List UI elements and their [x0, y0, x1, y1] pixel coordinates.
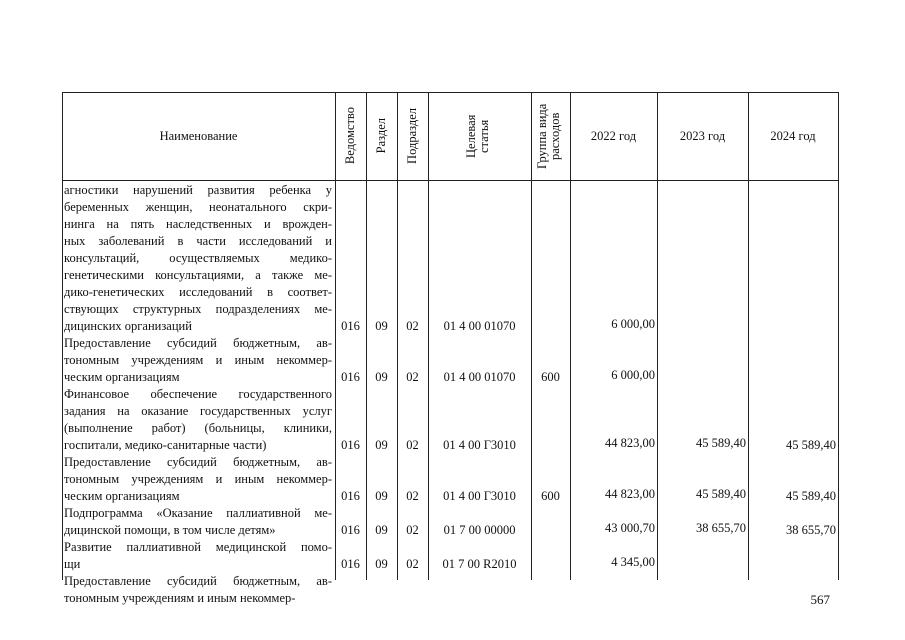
header-vedomstvo-text: Ведомство: [343, 107, 357, 165]
row-name-line: Финансовое обеспечение государственного: [64, 387, 332, 401]
cell-v2023: 45 589,40: [696, 436, 746, 450]
row-name-line: тономным учреждениям и иным некоммер-: [64, 472, 332, 486]
cell-razd: 09: [375, 438, 388, 452]
cell-vr: 600: [541, 489, 560, 503]
cell-vr: [531, 556, 570, 573]
cell-cs: 01 4 00 01070: [443, 370, 516, 384]
cell-cs: 01 4 00 Г3010: [443, 489, 516, 503]
header-2023: [657, 92, 748, 180]
cell-v2022: 4 345,00: [611, 555, 655, 569]
header-name-text: Наименование: [159, 128, 238, 143]
row-name-line: ческим организациям: [64, 370, 180, 384]
cell-v2022: 6 000,00: [611, 317, 655, 331]
cell-vr: 600: [541, 370, 560, 384]
row-name-line: дицинской помощи, в том числе детям»: [64, 523, 276, 537]
row-name-line: дико-генетических исследований в соответ-: [64, 285, 332, 299]
row-name-line: задания на оказание государственных услуг: [64, 404, 332, 418]
cell-podr: 02: [406, 523, 419, 537]
header-2024-text: 2024 год: [770, 128, 816, 143]
cell-cs: 01 4 00 Г3010: [443, 438, 516, 452]
cell-v2024: 45 589,40: [786, 489, 836, 503]
row-name-line: генетическими консультациями, а также ме-: [64, 268, 332, 282]
header-razdel-text: Раздел: [374, 118, 388, 154]
header-podrazdel: [397, 92, 428, 180]
cell-vr: [531, 437, 570, 454]
header-podrazdel-text: Подраздел: [405, 108, 419, 164]
row-name-line: ческим организациям: [64, 489, 180, 503]
cell-v2023: 45 589,40: [696, 487, 746, 501]
row-name-line: беременных женщин, неонатального скри-: [64, 200, 332, 214]
cell-v2024: [748, 367, 836, 384]
row-name-line: ствующих структурных подразделениях ме-: [64, 302, 332, 316]
row-name-line: тономным учреждениям и иным некоммер-: [64, 591, 296, 605]
cell-podr: 02: [406, 489, 419, 503]
cell-podr: 02: [406, 557, 419, 571]
header-2022-text: 2022 год: [590, 128, 637, 143]
row-name-line: госпитали, медико-санитарные части): [64, 438, 267, 452]
row-name-line: Развитие паллиативной медицинской помо-: [64, 540, 332, 554]
cell-v2023: 38 655,70: [696, 521, 746, 535]
cell-ved: 016: [341, 438, 360, 452]
row-name-line: Предоставление субсидий бюджетным, ав-: [64, 336, 332, 350]
header-vedomstvo: [335, 92, 366, 180]
row-name-line: Предоставление субсидий бюджетным, ав-: [64, 455, 332, 469]
header-name: [62, 92, 335, 180]
header-celevaya-statya-text: Целевая статья: [463, 114, 491, 158]
cell-razd: 09: [375, 370, 388, 384]
row-name-line: тономным учреждениям и иным некоммер-: [64, 353, 332, 367]
row-name-line: дицинских организаций: [64, 319, 192, 333]
cell-podr: 02: [406, 319, 419, 333]
page-number: 567: [810, 592, 830, 607]
cell-ved: 016: [341, 523, 360, 537]
cell-cs: 01 4 00 01070: [443, 319, 516, 333]
header-2023-text: 2023 год: [679, 128, 726, 143]
cell-v2024: [748, 554, 836, 571]
cell-v2024: 38 655,70: [786, 523, 836, 537]
cell-v2023: [657, 316, 746, 333]
cell-v2024: [748, 316, 836, 333]
cell-cs: 01 7 00 R2010: [442, 557, 517, 571]
header-2022: [570, 92, 657, 180]
cell-v2023: [657, 554, 746, 571]
cell-v2023: [657, 367, 746, 384]
header-gruppa-text: Группа вида расходов: [534, 103, 562, 169]
cell-v2022: 44 823,00: [605, 487, 655, 501]
row-name-line: агностики нарушений развития ребенка у: [64, 183, 332, 197]
row-name-line: (выполнение работ) (больницы, клиники,: [64, 421, 332, 435]
cell-vr: [531, 522, 570, 539]
cell-razd: 09: [375, 489, 388, 503]
header-2024: [748, 92, 838, 180]
header-celevaya-statya: [428, 92, 531, 180]
cell-razd: 09: [375, 523, 388, 537]
row-name-line: Предоставление субсидий бюджетным, ав-: [64, 574, 332, 588]
cell-razd: 09: [375, 557, 388, 571]
row-name-line: Подпрограмма «Оказание паллиативной ме-: [64, 506, 332, 520]
cell-cs: 01 7 00 00000: [443, 523, 516, 537]
header-razdel: [366, 92, 397, 180]
cell-vr: [531, 318, 570, 335]
row-name-line: щи: [64, 557, 81, 571]
row-name-line: консультаций, осуществляемых медико-: [64, 251, 332, 265]
cell-podr: 02: [406, 438, 419, 452]
cell-razd: 09: [375, 319, 388, 333]
row-name-line: ных заболеваний в части исследований и: [64, 234, 332, 248]
cell-ved: 016: [341, 319, 360, 333]
cell-v2022: 6 000,00: [611, 368, 655, 382]
cell-podr: 02: [406, 370, 419, 384]
cell-ved: 016: [341, 489, 360, 503]
cell-ved: 016: [341, 370, 360, 384]
cell-v2022: 44 823,00: [605, 436, 655, 450]
row-name-line: нинга на пять наследственных и врожден-: [64, 217, 332, 231]
cell-v2022: 43 000,70: [605, 521, 655, 535]
cell-ved: 016: [341, 557, 360, 571]
cell-v2024: 45 589,40: [786, 438, 836, 452]
header-gruppa-vida-rashodov: [531, 92, 570, 180]
